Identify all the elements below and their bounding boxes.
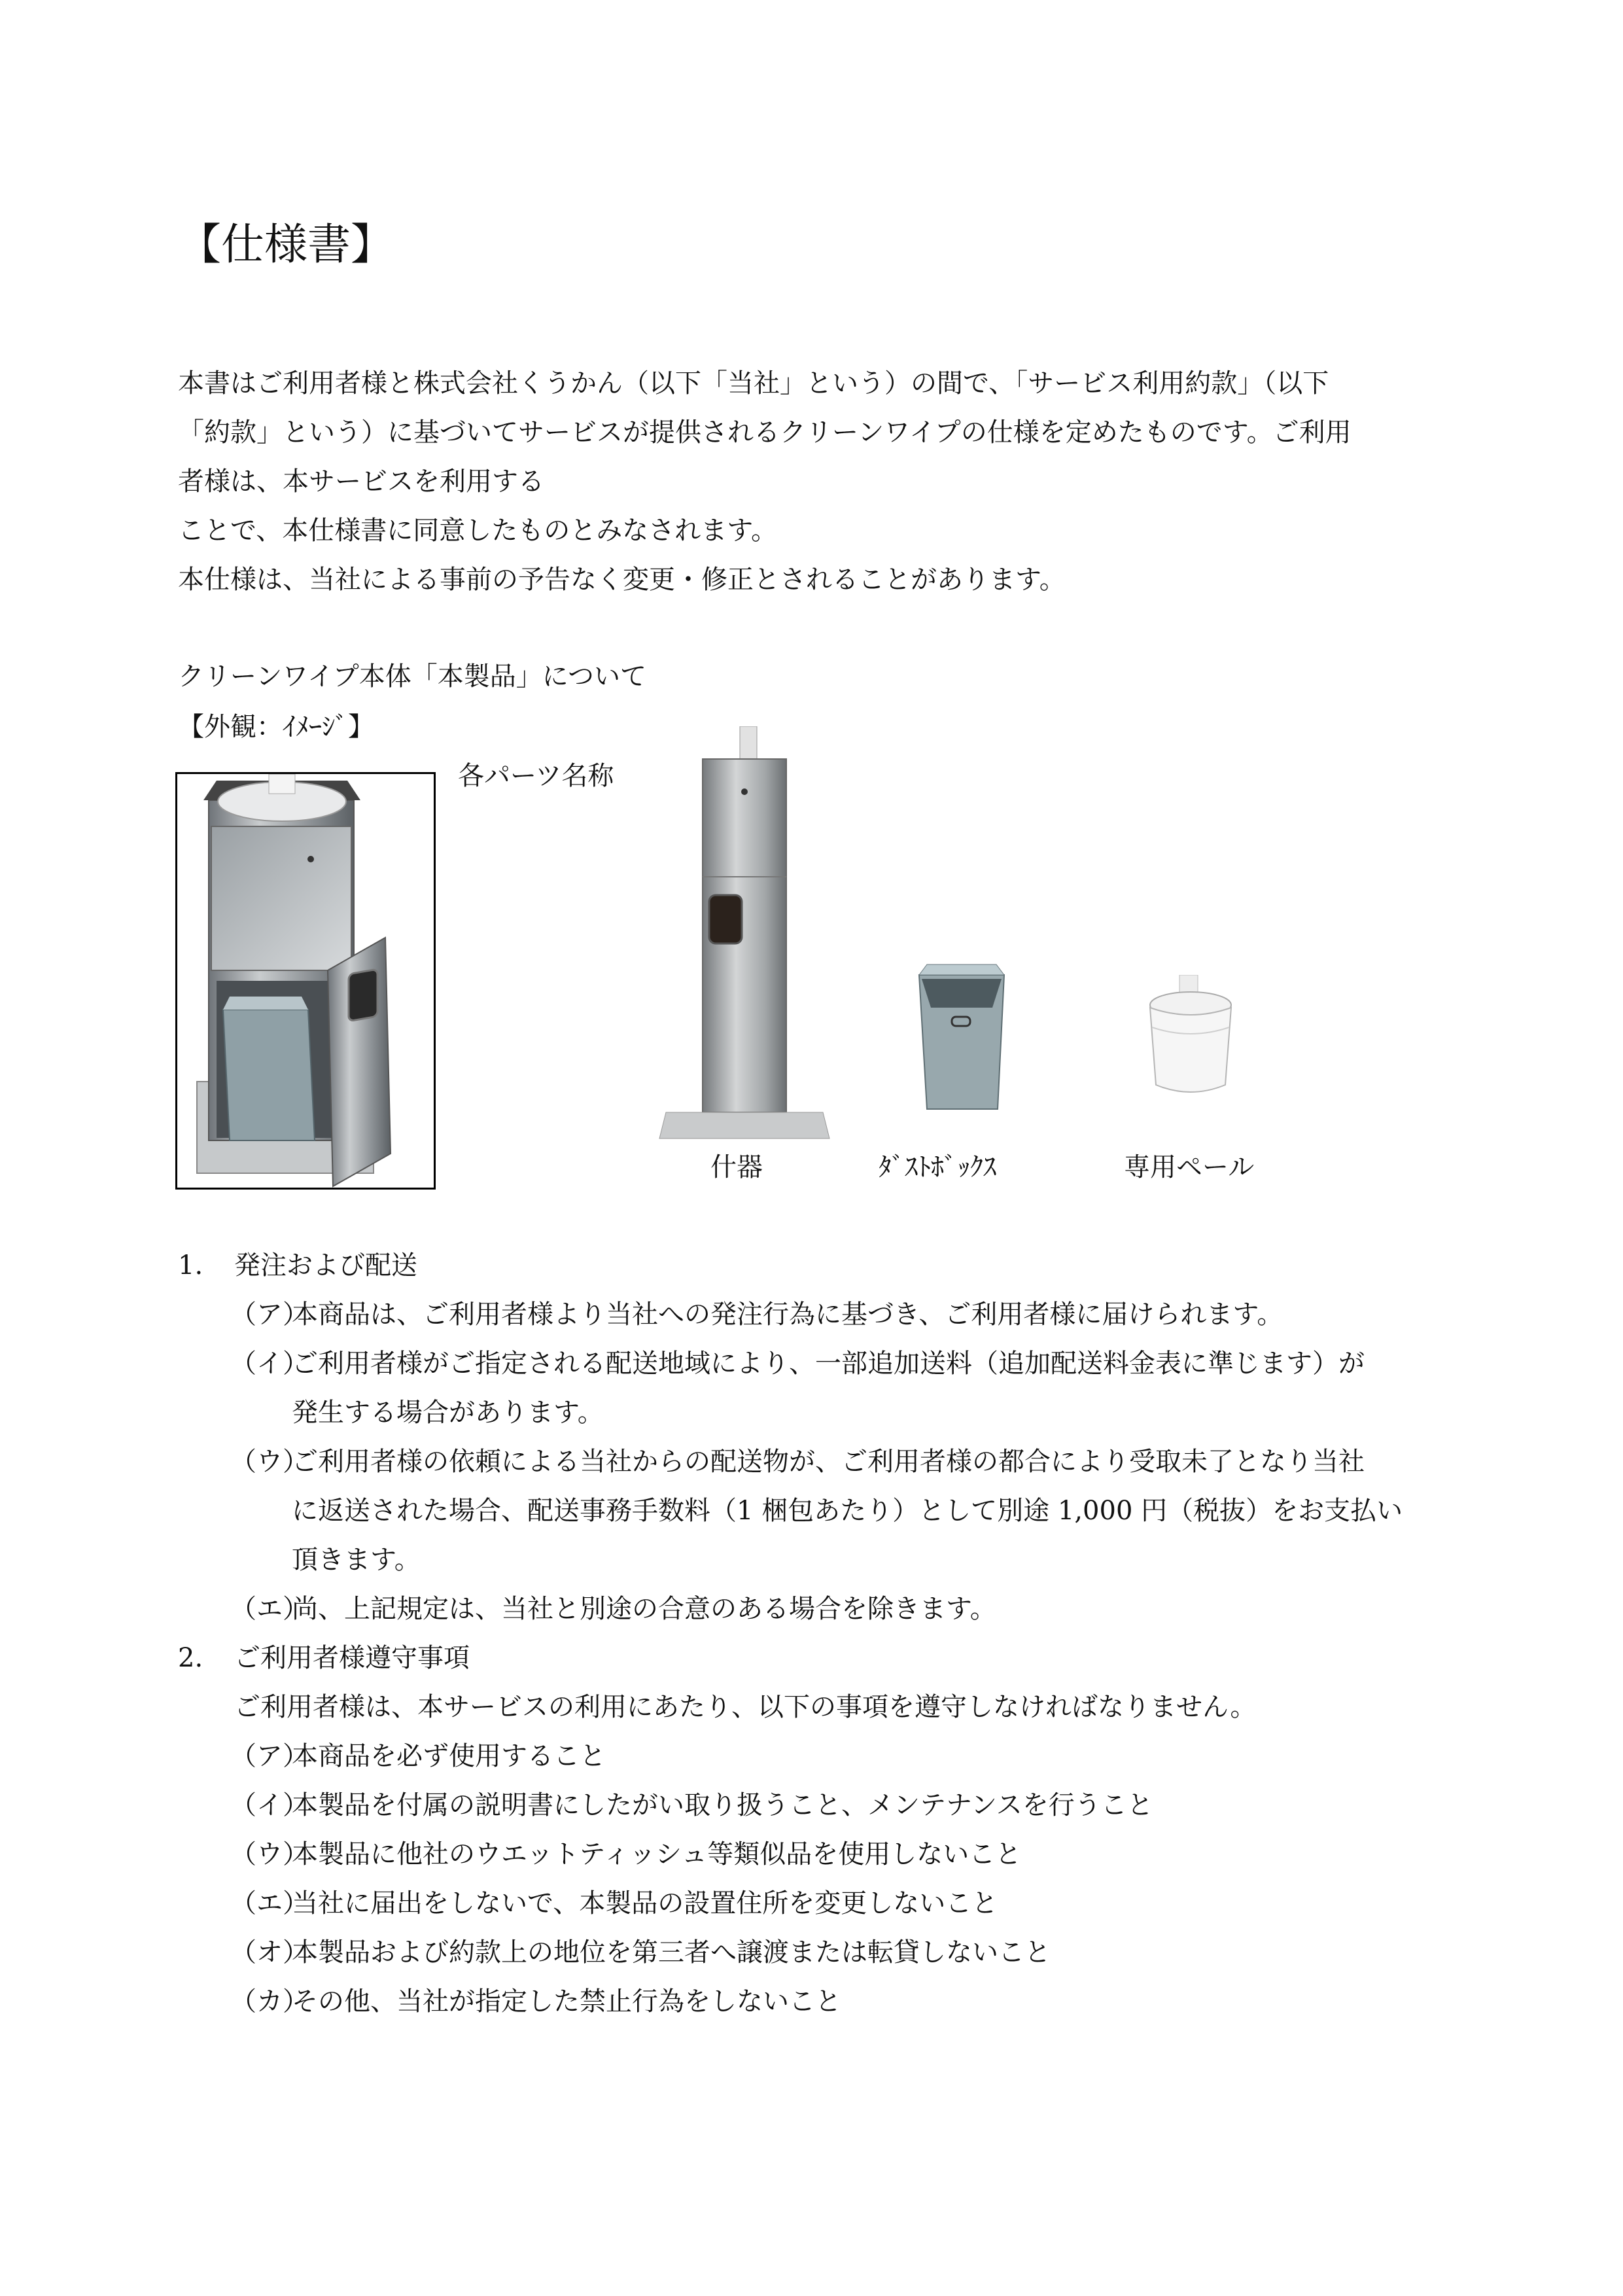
part-label-dust-box: ﾀﾞｽﾄﾎﾞｯｸｽ: [879, 1152, 996, 1182]
section-number: 2.: [178, 1643, 203, 1673]
document-title: 【仕様書】: [178, 219, 394, 270]
item-marker: （ア）: [230, 1741, 309, 1771]
part-label-pail: 専用ペール: [1124, 1152, 1255, 1182]
parts-heading: 各パーツ名称: [458, 761, 614, 791]
intro-line: 「約款」という）に基づいてサービスが提供されるクリーンワイプの仕様を定めたものです。ご利用: [178, 417, 1352, 448]
item-text: 尚、上記規定は、当社と別途の合意のある場合を除きます。: [292, 1594, 996, 1624]
item-text: 本製品に他社のウエットティッシュ等類似品を使用しないこと: [292, 1839, 1022, 1869]
fixture-image: [653, 726, 836, 1145]
section-number: 1.: [178, 1250, 203, 1280]
part-label-fixture: 什器: [710, 1152, 763, 1182]
intro-line: 本書はご利用者様と株式会社くうかん（以下「当社」という）の間で、「サービス利用約款」（以下: [178, 368, 1329, 398]
item-marker: （ウ）: [230, 1447, 309, 1477]
item-marker: （オ）: [230, 1937, 309, 1968]
item-text: 発生する場合があります。: [292, 1398, 604, 1428]
dust-box-image: [913, 962, 1011, 1112]
item-text: 当社に届出をしないで、本製品の設置住所を変更しないこと: [292, 1888, 998, 1918]
pail-image: [1142, 975, 1240, 1099]
section-heading: 発注および配送: [234, 1250, 417, 1280]
intro-line: ことで、本仕様書に同意したものとみなされます。: [178, 516, 777, 546]
item-text: に返送された場合、配送事務手数料（1 梱包あたり）として別途 1,000 円（税抜）をお支払い: [292, 1496, 1403, 1526]
item-text: 頂きます。: [292, 1545, 421, 1575]
section-heading: ご利用者様遵守事項: [234, 1643, 470, 1673]
item-text: 本製品および約款上の地位を第三者へ譲渡または転貸しないこと: [292, 1937, 1051, 1968]
item-marker: （ア）: [230, 1299, 309, 1330]
item-marker: （エ）: [230, 1594, 309, 1624]
intro-line: 者様は、本サービスを利用する: [178, 467, 544, 497]
item-text: その他、当社が指定した禁止行為をしないこと: [292, 1987, 841, 2017]
product-open-unit-image: [177, 774, 434, 1188]
section-lead: ご利用者様は、本サービスの利用にあたり、以下の事項を遵守しなければなりません。: [234, 1692, 1257, 1722]
item-text: 本商品は、ご利用者様より当社への発注行為に基づき、ご利用者様に届けられます。: [292, 1299, 1283, 1330]
item-text: 本製品を付属の説明書にしたがい取り扱うこと、メンテナンスを行うこと: [292, 1790, 1153, 1820]
item-text: ご利用者様がご指定される配送地域により、一部追加送料（追加配送料金表に準じます）が: [292, 1349, 1365, 1379]
intro-line: 本仕様は、当社による事前の予告なく変更・修正とされることがあります。: [178, 565, 1066, 595]
product-heading: クリーンワイプ本体「本製品」について: [178, 662, 646, 692]
item-marker: （ウ）: [230, 1839, 309, 1869]
appearance-label: 【外観：ｲﾒｰｼﾞ】: [178, 712, 374, 742]
item-marker: （イ）: [230, 1349, 309, 1379]
item-marker: （エ）: [230, 1888, 309, 1918]
item-text: 本商品を必ず使用すること: [292, 1741, 606, 1771]
product-photo: [175, 772, 436, 1190]
item-marker: （イ）: [230, 1790, 309, 1820]
item-marker: （カ）: [230, 1987, 309, 2017]
item-text: ご利用者様の依頼による当社からの配送物が、ご利用者様の都合により受取未了となり当社: [292, 1447, 1365, 1477]
